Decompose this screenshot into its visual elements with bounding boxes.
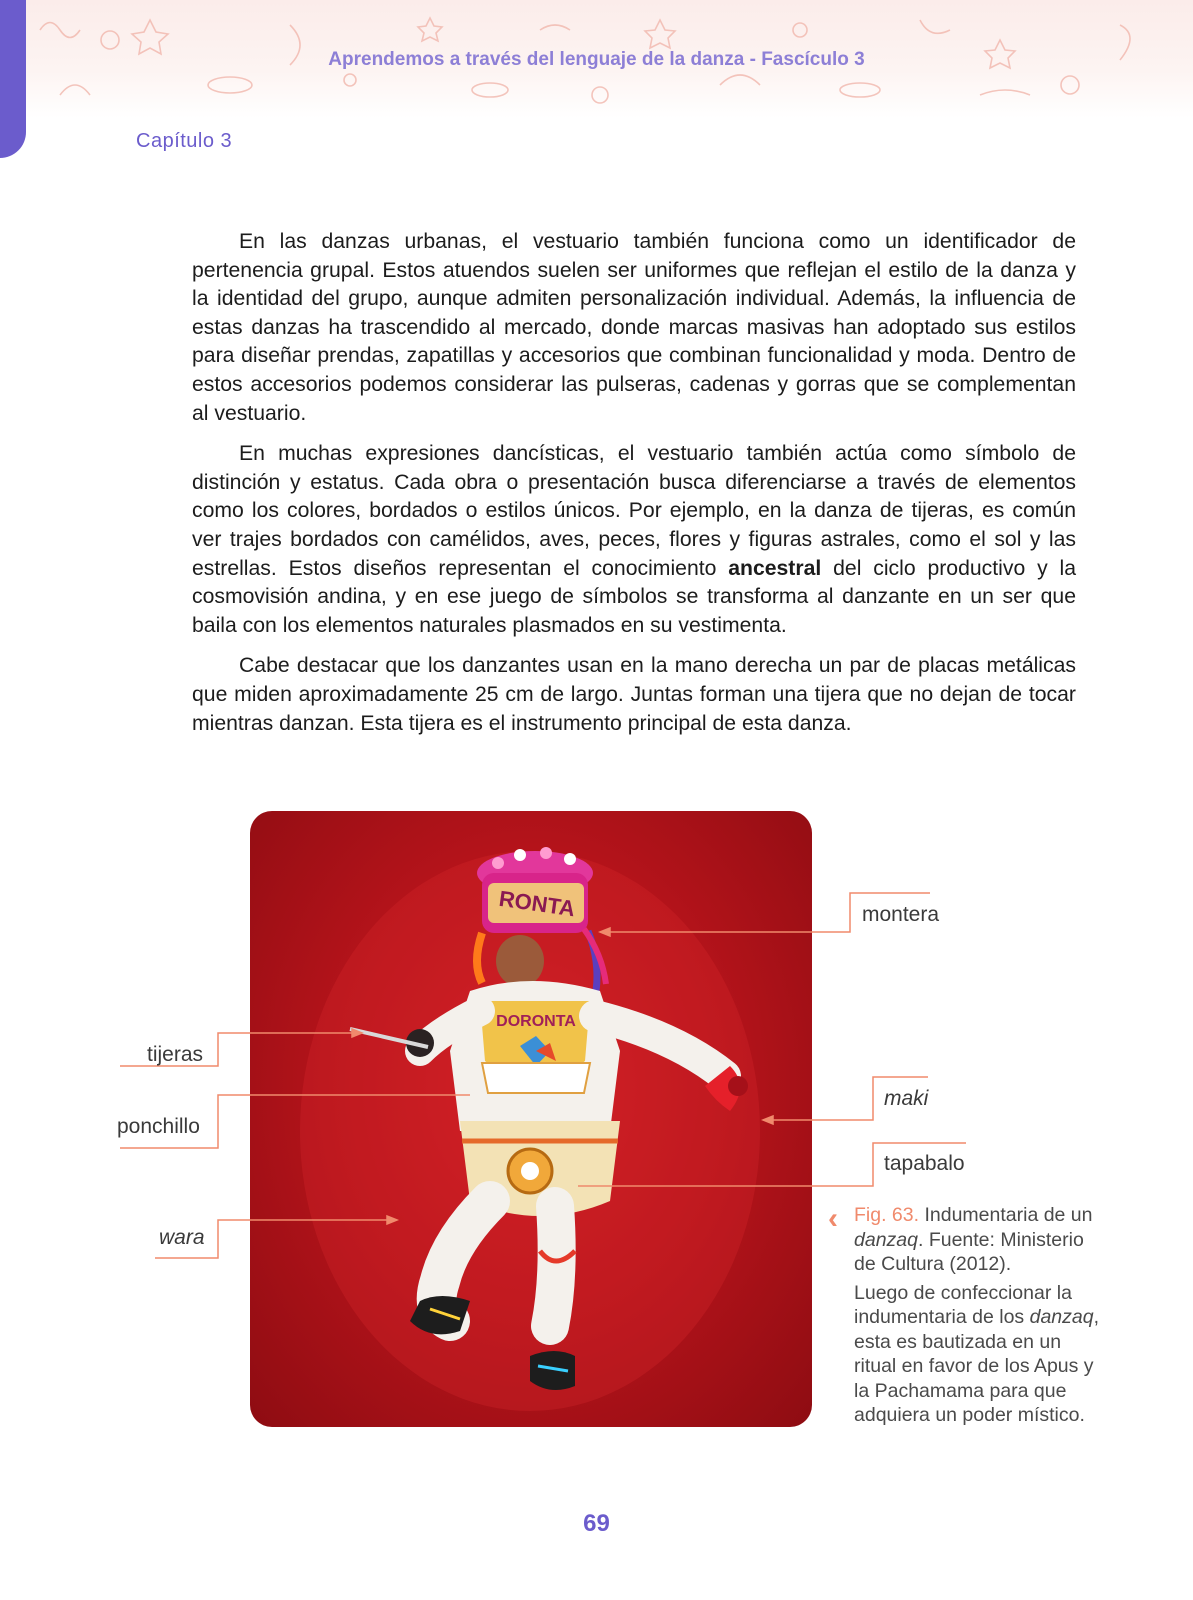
caption-text-1-italic: danzaq <box>854 1228 918 1251</box>
caption-text-2a: Luego de confeccionar la indumentaria de los <box>854 1281 1072 1328</box>
chapter-side-tab <box>0 0 26 158</box>
paragraph-2-start: En muchas expresiones dancísticas, el vestuario también actúa como símbolo de distinción y estatus. Cada obra o presentación busca diferenciarse a través de elementos como los colores, bordados o estilos únicos. Por ejemplo, en la danza de tijeras, es común ver trajes bordados con camélidos, aves, peces, flores y figuras astrales, como el sol y las estrellas. Estos diseños representan el conocimiento <box>192 442 1076 580</box>
caption-text-1a: Indumentaria de un <box>919 1204 1093 1226</box>
paragraph-3: Cabe destacar que los danzantes usan en la mano derecha un par de placas metálicas que miden aproximadamente 25 cm de largo. Juntas forman una tijera que no dejan de tocar mientras danzan. Esta tijera es el instrumento principal de esta danza. <box>192 654 1076 735</box>
paragraph-1: En las danzas urbanas, el vestuario también funciona como un identificador de pertenencia grupal. Estos atuendos suelen ser uniformes que reflejan el estilo de la danza y la identidad del grupo, aunque admiten personalización individual. Además, la influencia de estas danzas ha trascendido al mercado, donde marcas masivas han adoptado sus estilos para diseñar prendas, zapatillas y accesorios que combinan funcionalidad y moda. Dentro de estos accesorios podemos considerar las pulseras, cadenas y gorras que se complementan al vestuario. <box>192 230 1076 425</box>
figure-caption <box>854 1203 1104 1432</box>
caption-text-2-italic: danzaq <box>1029 1306 1094 1328</box>
label-ponchillo: ponchillo <box>117 1115 200 1138</box>
label-tijeras: tijeras <box>147 1043 204 1066</box>
page-number: 69 <box>583 1510 610 1537</box>
caption-text-2b: , esta es bautizada en un ritual en favor de los Apus y la Pachamama para que adquiera un poder místico. <box>854 1306 1100 1426</box>
label-tapabalo: tapabalo <box>884 1152 965 1175</box>
caption-description <box>854 1281 1104 1428</box>
paragraph-2 <box>192 440 1076 640</box>
paragraph-2-end: del ciclo productivo y la cosmovisión andina, y en ese juego de símbolos se transforma al danzante en un ser que baila con los elementos naturales plasmados en su vestimenta. <box>192 556 1076 637</box>
label-wara: wara <box>159 1226 205 1249</box>
svg-text:DORONTA: DORONTA <box>496 1013 576 1030</box>
svg-text:RONTA: RONTA <box>497 885 577 922</box>
caption-chevron-icon: ‹ <box>828 1202 838 1235</box>
fascicle-title: Aprendemos a través del lenguaje de la danza - Fascículo 3 <box>328 49 865 70</box>
dancer-illustration <box>250 811 812 1427</box>
chapter-label: Capítulo 3 <box>136 130 233 152</box>
caption-text-1b: . Fuente: Ministerio de Cultura (2012). <box>854 1228 1084 1275</box>
caption-source <box>854 1203 1104 1277</box>
danzaq-photo <box>250 811 812 1427</box>
label-maki: maki <box>884 1087 929 1110</box>
label-montera: montera <box>862 903 940 926</box>
paragraph-2-bold: ancestral <box>728 556 822 580</box>
figure-number: Fig. 63. <box>854 1204 920 1226</box>
body-text <box>192 228 1076 750</box>
